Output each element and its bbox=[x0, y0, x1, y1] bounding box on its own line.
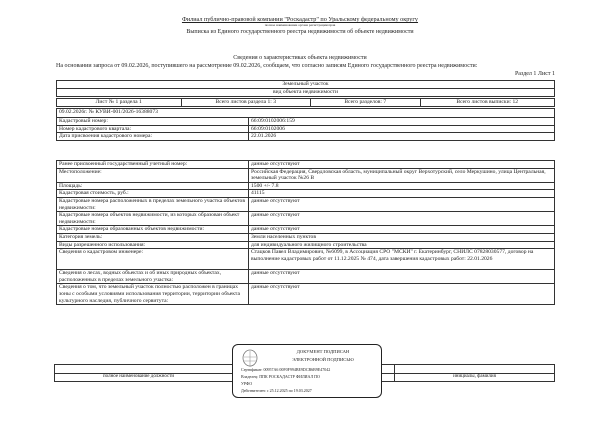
stamp-owner-cont: УРФО bbox=[241, 381, 253, 386]
emblem-icon bbox=[241, 349, 259, 369]
section-sheets-total: Всего листов раздела 1: 3 bbox=[181, 99, 310, 107]
row-value: Земли населенных пунктов bbox=[249, 233, 555, 241]
row-value: для индивидуального жилищного строительства bbox=[249, 241, 555, 249]
org-caption: полное наименование органа регистрации прав bbox=[264, 23, 336, 27]
table-row bbox=[57, 133, 555, 141]
extract-sheets-total: Всего листов выписки: 12 bbox=[420, 99, 554, 107]
document-title: Выписка из Единого государственного реестра недвижимости об объекте недвижимости bbox=[186, 29, 414, 35]
name-caption: инициалы, фамилия bbox=[395, 374, 555, 382]
table-row bbox=[57, 161, 555, 169]
sheet-row-table bbox=[56, 98, 555, 107]
table-row bbox=[57, 249, 555, 270]
table-row bbox=[57, 270, 555, 284]
stamp-owner: Владелец: ППК РОСКАДАСТР ФИЛИАЛ ПО bbox=[241, 374, 320, 379]
row-value: данные отсутствуют bbox=[249, 284, 555, 305]
row-value: данные отсутствуют bbox=[249, 270, 555, 284]
row-value: данные отсутствуют bbox=[249, 197, 555, 211]
cadastral-quarter: 66:09:0102006 bbox=[249, 125, 555, 133]
stamp-line: ДОКУМЕНТ ПОДПИСАН bbox=[296, 349, 350, 354]
row-label: Сведения о лесах, водных объектах и об иных природных объектах, расположенных в пределах земельного участка: bbox=[57, 270, 249, 284]
info-table bbox=[56, 108, 555, 141]
table-row bbox=[57, 197, 555, 211]
table-row bbox=[57, 284, 555, 305]
row-label: Кадастровые номера объектов недвижимости, из которых образован объект недвижимости: bbox=[57, 212, 249, 226]
row-label: Местоположение: bbox=[57, 168, 249, 182]
row-value: 41115 bbox=[249, 190, 555, 198]
row-label: Кадастровая стоимость, руб.: bbox=[57, 190, 249, 198]
assignment-date: 22.01.2026 bbox=[249, 133, 555, 141]
object-type-caption: вид объекта недвижимости bbox=[57, 89, 555, 97]
row-label: Номер кадастрового квартала: bbox=[57, 125, 249, 133]
row-label: Виды разрешенного использования: bbox=[57, 241, 249, 249]
row-label: Кадастровый номер: bbox=[57, 118, 249, 126]
row-label: Кадастровые номера расположенных в пределах земельного участка объектов недвижимости: bbox=[57, 197, 249, 211]
row-label: Площадь: bbox=[57, 182, 249, 190]
stamp-certificate: Сертификат: 00957A6 00F0F994BE9DCB6B9E47042 bbox=[241, 367, 331, 372]
stamp-line: ЭЛЕКТРОННОЙ ПОДПИСЬЮ bbox=[292, 357, 354, 362]
row-label: Ранее присвоенный государственный учетный номер: bbox=[57, 161, 249, 169]
section-sheet: Раздел 1 Лист 1 bbox=[514, 71, 555, 77]
section-title: Сведения о характеристиках объекта недвижимости bbox=[233, 55, 367, 61]
row-value: Российская Федерация, Свердловская область, муниципальный округ Верхотурский, село Меркушино, улица Центральная, земельный участок №26 В bbox=[249, 168, 555, 182]
row-value: 1500 +/- 7.8 bbox=[249, 182, 555, 190]
table-row bbox=[57, 125, 555, 133]
characteristics-table bbox=[56, 160, 555, 305]
row-label: Категория земель: bbox=[57, 233, 249, 241]
org-name: Филиал публично-правовой компании "Роскадастр" по Уральскому федеральному округу bbox=[181, 16, 419, 23]
object-type-table bbox=[56, 80, 555, 97]
basis-text: На основании запроса от 09.02.2026, поступившего на рассмотрение 09.02.2026, сообщаем, что согласно записям Единого государственного реестра недвижимости: bbox=[56, 63, 478, 69]
table-row bbox=[57, 226, 555, 234]
row-value: Стацков Павел Владимирович, №6099, в Ассоциация СРО "МСКИ" г. Екатеринбург, СНИЛС 07828030577, договор на выполнение кадастровых работ от 11.12.2025 № 474, дата завершения кадастровых работ: 22.01.2026 bbox=[249, 249, 555, 270]
request-ref: 09.02.2026г. № КУВИ-001/2026-16388073 bbox=[57, 109, 555, 118]
table-row bbox=[57, 118, 555, 126]
object-type: Земельный участок bbox=[57, 81, 555, 89]
row-label: Сведения о кадастровом инженере: bbox=[57, 249, 249, 270]
row-label: Кадастровые номера образованных объектов недвижимости: bbox=[57, 226, 249, 234]
position-caption: полное наименование должности bbox=[103, 374, 175, 379]
row-label: Сведения о том, что земельный участок полностью расположен в границах зоны с особыми условиями использования территории, территории объекта культурного наследия, публичного сервитута: bbox=[57, 284, 249, 305]
table-row bbox=[57, 182, 555, 190]
cadastral-number: 66:09:0102006:159 bbox=[249, 118, 555, 126]
row-value: данные отсутствуют bbox=[249, 212, 555, 226]
sections-total: Всего разделов: 7 bbox=[310, 99, 420, 107]
table-row bbox=[57, 168, 555, 182]
row-value: данные отсутствуют bbox=[249, 161, 555, 169]
row-label: Дата присвоения кадастрового номера: bbox=[57, 133, 249, 141]
table-row bbox=[57, 190, 555, 198]
table-row bbox=[57, 241, 555, 249]
row-value: данные отсутствуют bbox=[249, 226, 555, 234]
table-row bbox=[57, 212, 555, 226]
sheet-number: Лист № 1 раздела 1 bbox=[57, 99, 182, 107]
electronic-signature-stamp bbox=[232, 344, 382, 398]
stamp-validity: Действителен: с 25.12.2025 по 19.03.2027 bbox=[241, 388, 312, 393]
table-row bbox=[57, 233, 555, 241]
